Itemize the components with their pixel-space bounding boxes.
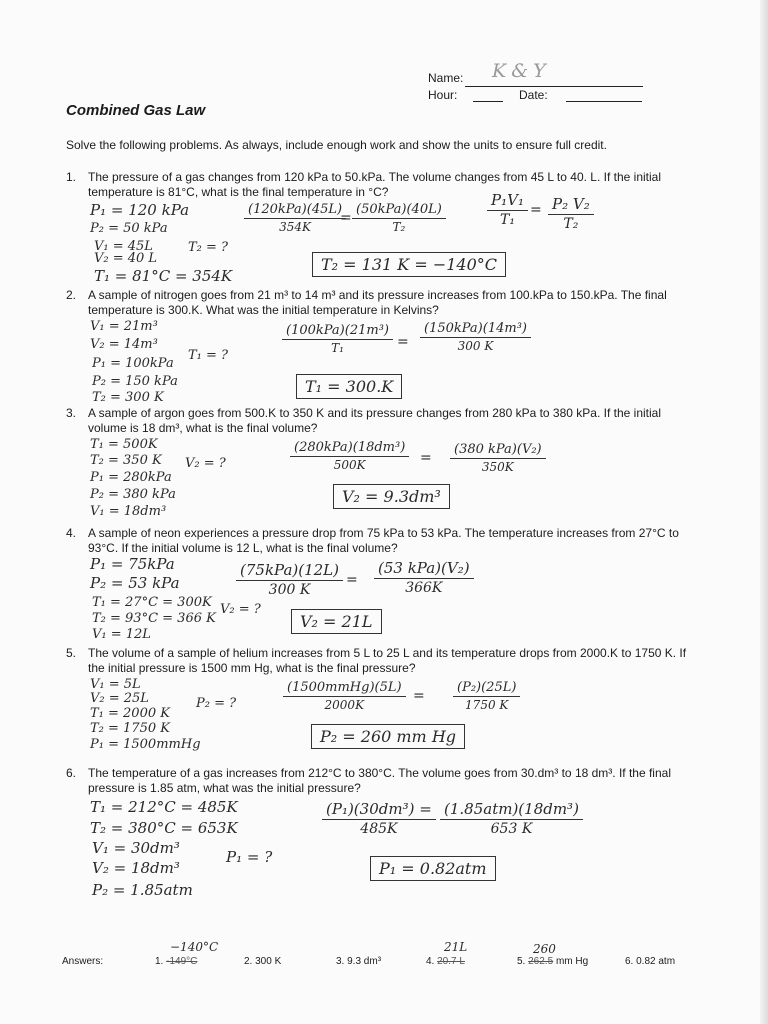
setup-right <box>420 321 531 353</box>
given-v2: V₂ = 18dm³ <box>92 859 180 877</box>
result-box: V₂ = 21L <box>291 609 382 634</box>
answer-6 <box>625 956 675 967</box>
result-box: T₂ = 131 K = −140°C <box>312 252 506 277</box>
setup-left-numerator: (280kPa)(18dm³) <box>290 440 409 457</box>
hour-label: Hour: <box>428 88 458 102</box>
given-t1: T₁ = 81°C = 354K <box>94 267 233 285</box>
answer-value: 20.7 L <box>437 956 465 967</box>
answer-number: 3. <box>336 956 345 967</box>
setup-left-denominator: 485K <box>360 821 398 837</box>
result-box: P₂ = 260 mm Hg <box>311 724 465 749</box>
given-v2: V₂ = 25L <box>90 691 149 706</box>
answer-value: 0.82 atm <box>636 956 676 967</box>
problem-text: A sample of argon goes from 500.K to 350 K and its pressure changes from 280 kPa to 380 kPa. If the initial volume is 18 dm³, what is the final volume? <box>88 406 661 435</box>
setup-left-numerator: (1500mmHg)(5L) <box>283 680 406 697</box>
setup-right-denominator: 1750 K <box>465 698 509 712</box>
given-p1: P₁ = 75kPa <box>90 555 175 573</box>
setup-right-numerator: (1.85atm)(18dm³) <box>440 800 583 820</box>
given-v1: V₁ = 12L <box>92 627 151 642</box>
setup-right <box>453 680 520 712</box>
given-t1: T₁ = 2000 K <box>90 706 170 721</box>
given-t2: T₂ = 350 K <box>90 453 162 468</box>
setup-left-numerator: (120kPa)(45L) <box>244 202 346 219</box>
given-p2: P₂ = 380 kPa <box>90 487 176 502</box>
name-value: K&Y <box>492 60 551 82</box>
given-p1: P₁ = 1500mmHg <box>90 737 201 752</box>
given-t1: T₁ = 27°C = 300K <box>92 595 212 610</box>
setup-left-numerator: (75kPa)(12L) <box>236 561 343 581</box>
formula-right-numerator: P₂ V₂ <box>548 195 594 215</box>
given-t1: T₁ = 500K <box>90 437 158 452</box>
problem-text: A sample of neon experiences a pressure drop from 75 kPa to 53 kPa. The temperature increases from 27°C to 93°C. If the initial volume is 12 L, what is the final volume? <box>88 526 679 555</box>
given-t2: T₂ = 300 K <box>92 390 164 405</box>
setup-right-denominator: 653 K <box>490 821 533 837</box>
given-v1: V₁ = 45L <box>94 239 153 254</box>
answer-number: 4. <box>426 956 435 967</box>
problem-text: The temperature of a gas increases from 212°C to 380°C. The volume goes from 30.dm³ to 18 dm³. If the final pressure is 1.85 atm, what was the initial pressure? <box>88 766 671 795</box>
answer-value: 262.5 <box>528 956 554 967</box>
answer-number: 2. <box>244 956 253 967</box>
given-t2: T₂ = 93°C = 366 K <box>92 611 216 626</box>
equals-sign: = <box>397 334 409 350</box>
given-p2: P₂ = 1.85atm <box>92 881 193 899</box>
setup-right <box>374 559 474 596</box>
setup-right-numerator: (P₂)(25L) <box>453 680 520 697</box>
given-v2: V₂ = 40 L <box>94 251 158 266</box>
given-t2: T₂ = 380°C = 653K <box>90 819 238 837</box>
equals-sign: = <box>413 688 425 704</box>
given-p1: P₁ = 280kPa <box>90 470 172 485</box>
answer-number: 6. <box>625 956 634 967</box>
unknown: T₂ = ? <box>188 240 229 255</box>
equals-sign: = <box>420 450 432 466</box>
formula-left-numerator: P₁V₁ <box>487 191 528 211</box>
given-t1: T₁ = 212°C = 485K <box>90 798 238 816</box>
problem-number: 2. <box>66 288 77 302</box>
given-v2: V₂ = 14m³ <box>90 337 158 352</box>
answer-number: 1. <box>155 956 164 967</box>
given-v1: V₁ = 18dm³ <box>90 504 167 519</box>
problem-number: 6. <box>66 766 77 780</box>
setup-left-denominator: 2000K <box>324 698 365 712</box>
formula-left-denominator: T₁ <box>500 212 515 228</box>
result-box: T₁ = 300.K <box>296 374 402 399</box>
setup-right <box>450 442 546 474</box>
setup-left-numerator: (P₁)(30dm³) = <box>322 800 436 820</box>
answer-number: 5. <box>517 956 526 967</box>
answer-2 <box>244 956 281 967</box>
problem-number: 3. <box>66 406 77 420</box>
unknown: V₂ = ? <box>185 456 226 471</box>
setup-left <box>290 440 409 472</box>
given-p1: P₁ = 120 kPa <box>90 201 190 219</box>
answer-value: 9.3 dm³ <box>347 956 382 967</box>
given-v1: V₁ = 30dm³ <box>92 839 180 857</box>
setup-right-numerator: (380 kPa)(V₂) <box>450 442 546 459</box>
setup-left <box>283 680 406 712</box>
equals-sign: = <box>346 572 358 588</box>
unknown: T₁ = ? <box>188 348 229 363</box>
setup-left-denominator: T₁ <box>331 341 344 355</box>
date-line <box>566 101 642 102</box>
setup-left-denominator: 300 K <box>268 582 311 598</box>
name-line <box>465 86 643 87</box>
result-box: P₁ = 0.82atm <box>370 856 496 881</box>
answer-unit: mm Hg <box>555 956 589 967</box>
setup-left-denominator: 354K <box>279 220 311 234</box>
problem-number: 1. <box>66 170 77 184</box>
setup-right-numerator: (150kPa)(14m³) <box>420 321 531 338</box>
answers-label: Answers: <box>62 956 104 967</box>
setup-right <box>352 202 446 234</box>
unknown: P₂ = ? <box>196 696 237 711</box>
date-label: Date: <box>519 88 548 102</box>
answer-1-handwritten: −140°C <box>170 940 219 954</box>
given-v1: V₁ = 21m³ <box>90 319 158 334</box>
setup-right <box>440 800 583 837</box>
problem-number: 5. <box>66 646 77 660</box>
answer-4 <box>426 956 465 967</box>
given-p2: P₂ = 50 kPa <box>90 221 168 236</box>
answer-5 <box>517 956 588 967</box>
given-p1: P₁ = 100kPa <box>92 356 174 371</box>
setup-left-denominator: 500K <box>333 458 366 472</box>
page-title: Combined Gas Law <box>66 102 206 119</box>
given-p2: P₂ = 53 kPa <box>90 574 180 592</box>
unknown: V₂ = ? <box>220 602 261 617</box>
setup-right-denominator: 366K <box>405 580 443 596</box>
given-t2: T₂ = 1750 K <box>90 721 170 736</box>
unknown: P₁ = ? <box>226 848 273 866</box>
setup-left <box>322 800 436 837</box>
equals-sign: = <box>340 210 352 226</box>
formula-left <box>487 191 528 228</box>
result-box: V₂ = 9.3dm³ <box>333 484 450 509</box>
problem-text: The pressure of a gas changes from 120 kPa to 50.kPa. The volume changes from 45 L to 40. L. If the initial temperature is 81°C, what is the final temperature in °C? <box>88 170 661 199</box>
formula-equals: = <box>530 202 542 218</box>
answer-1 <box>155 956 197 967</box>
name-label: Name: <box>428 71 464 85</box>
formula-right-denominator: T₂ <box>563 216 579 232</box>
problem-text: The volume of a sample of helium increases from 5 L to 25 L and its temperature drops from 2000.K to 1750 K. If the initial pressure is 1500 mm Hg, what is the final pressure? <box>88 646 687 675</box>
setup-right-denominator: 300 K <box>457 339 494 353</box>
answer-4-handwritten: 21L <box>444 940 468 954</box>
setup-left <box>282 323 393 355</box>
setup-right-denominator: 350K <box>481 460 514 474</box>
given-p2: P₂ = 150 kPa <box>92 374 178 389</box>
answer-value: 300 K <box>255 956 282 967</box>
instructions: Solve the following problems. As always, include enough work and show the units to ensure full credit. <box>66 138 607 152</box>
scan-edge <box>760 0 768 1024</box>
problem-text: A sample of nitrogen goes from 21 m³ to 14 m³ and its pressure increases from 100.kPa to 150.kPa. The final temperature is 300.K. What was the initial temperature in Kelvins? <box>88 288 667 317</box>
answer-3 <box>336 956 381 967</box>
setup-left <box>244 202 346 234</box>
formula-right <box>548 195 594 232</box>
problem-number: 4. <box>66 526 77 540</box>
setup-right-numerator: (53 kPa)(V₂) <box>374 559 474 579</box>
setup-right-numerator: (50kPa)(40L) <box>352 202 446 219</box>
hour-line <box>473 101 503 102</box>
answer-5-handwritten: 260 <box>533 942 556 956</box>
setup-left-numerator: (100kPa)(21m³) <box>282 323 393 340</box>
given-v1: V₁ = 5L <box>90 677 141 692</box>
setup-right-denominator: T₂ <box>392 220 406 234</box>
setup-left <box>236 561 343 598</box>
answer-value: -149°C <box>166 956 198 967</box>
